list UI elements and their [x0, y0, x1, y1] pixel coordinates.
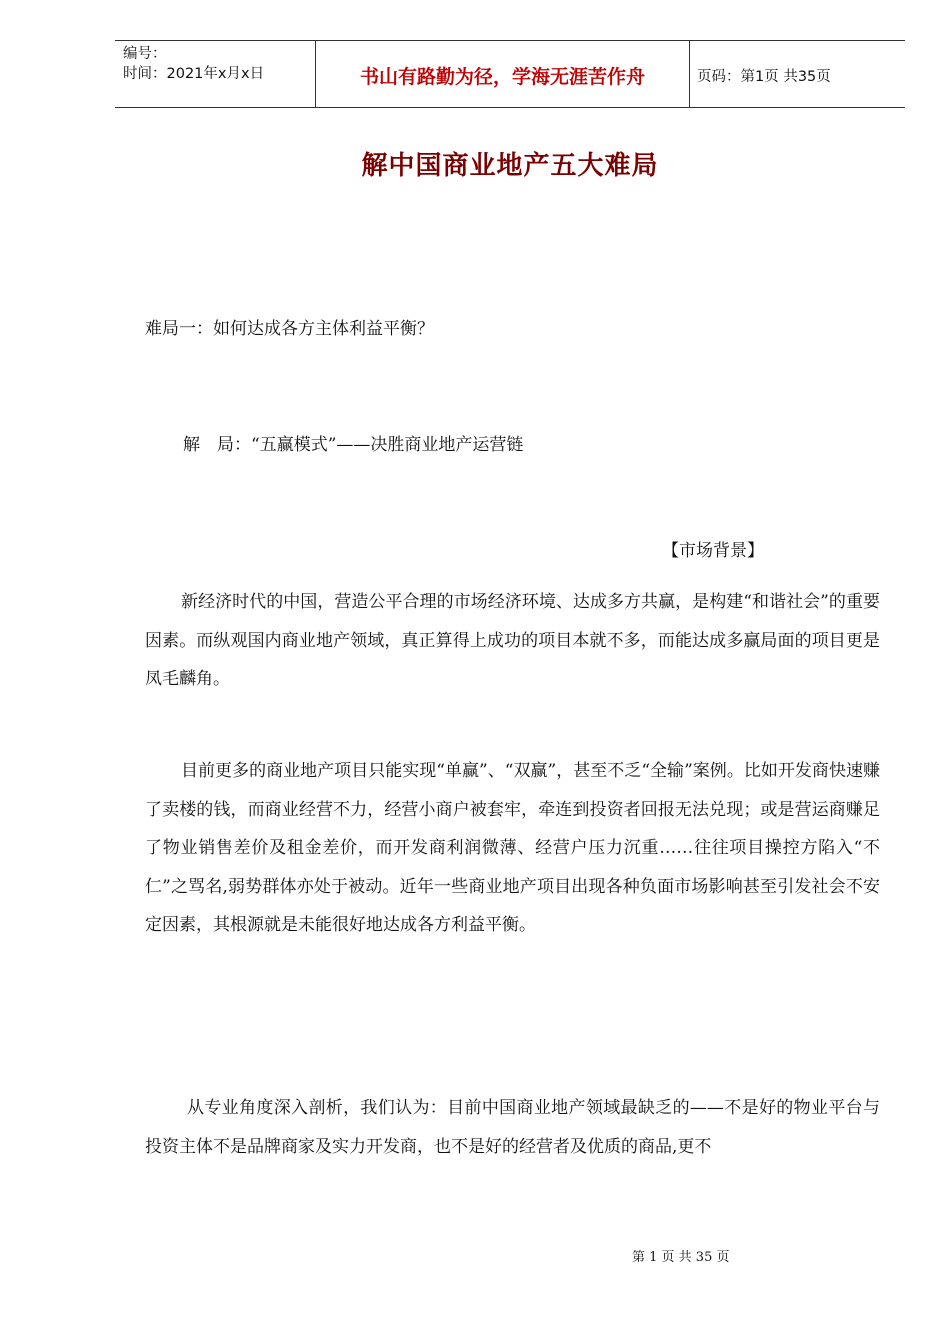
header-meta-cell — [115, 41, 316, 107]
footer-page-number: 第 1 页 共 35 页 — [632, 1250, 730, 1265]
page-info: 页码：第1页 共35页 — [697, 68, 831, 85]
header-table — [115, 40, 905, 108]
background-heading: 【市场背景】 — [662, 541, 764, 561]
header-page-cell — [690, 41, 905, 107]
document-title: 解中国商业地产五大难局 — [361, 151, 659, 181]
paragraph-3: 从专业角度深入剖析，我们认为：目前中国商业地产领域最缺乏的——不是好的物业平台与投资主体不是品牌商家及实力开发商，也不是好的经营者及优质的商品,更不 — [145, 1098, 880, 1157]
time-label: 时间：2021年x月x日 — [123, 66, 265, 82]
motto-text: 书山有路勤为径，学海无涯苦作舟 — [359, 65, 645, 88]
solution-heading: 解 局：“五赢模式”——决胜商业地产运营链 — [183, 435, 524, 455]
paragraph-2: 目前更多的商业地产项目只能实现“单赢”、“双赢”，甚至不乏“全输”案例。比如开发商快速赚了卖楼的钱，而商业经营不力，经营小商户被套牢，牵连到投资者回报无法兑现；或是营运商赚足了物业销售差价及租金差价，而开发商利润微薄、经营户压力沉重……往往项目操控方陷入“不仁”之骂名,弱势群体亦处于被动。近年一些商业地产项目出现各种负面市场影响甚至引发社会不安定因素，其根源就是未能很好地达成各方利益平衡。 — [145, 761, 880, 935]
difficulty-heading: 难局一：如何达成各方主体利益平衡？ — [145, 319, 434, 339]
number-label: 编号： — [123, 46, 167, 62]
header-motto-cell — [316, 41, 690, 107]
paragraph-1: 新经济时代的中国，营造公平合理的市场经济环境、达成多方共赢，是构建“和谐社会”的重要因素。而纵观国内商业地产领域，真正算得上成功的项目本就不多，而能达成多赢局面的项目更是凤毛麟角。 — [145, 592, 880, 689]
